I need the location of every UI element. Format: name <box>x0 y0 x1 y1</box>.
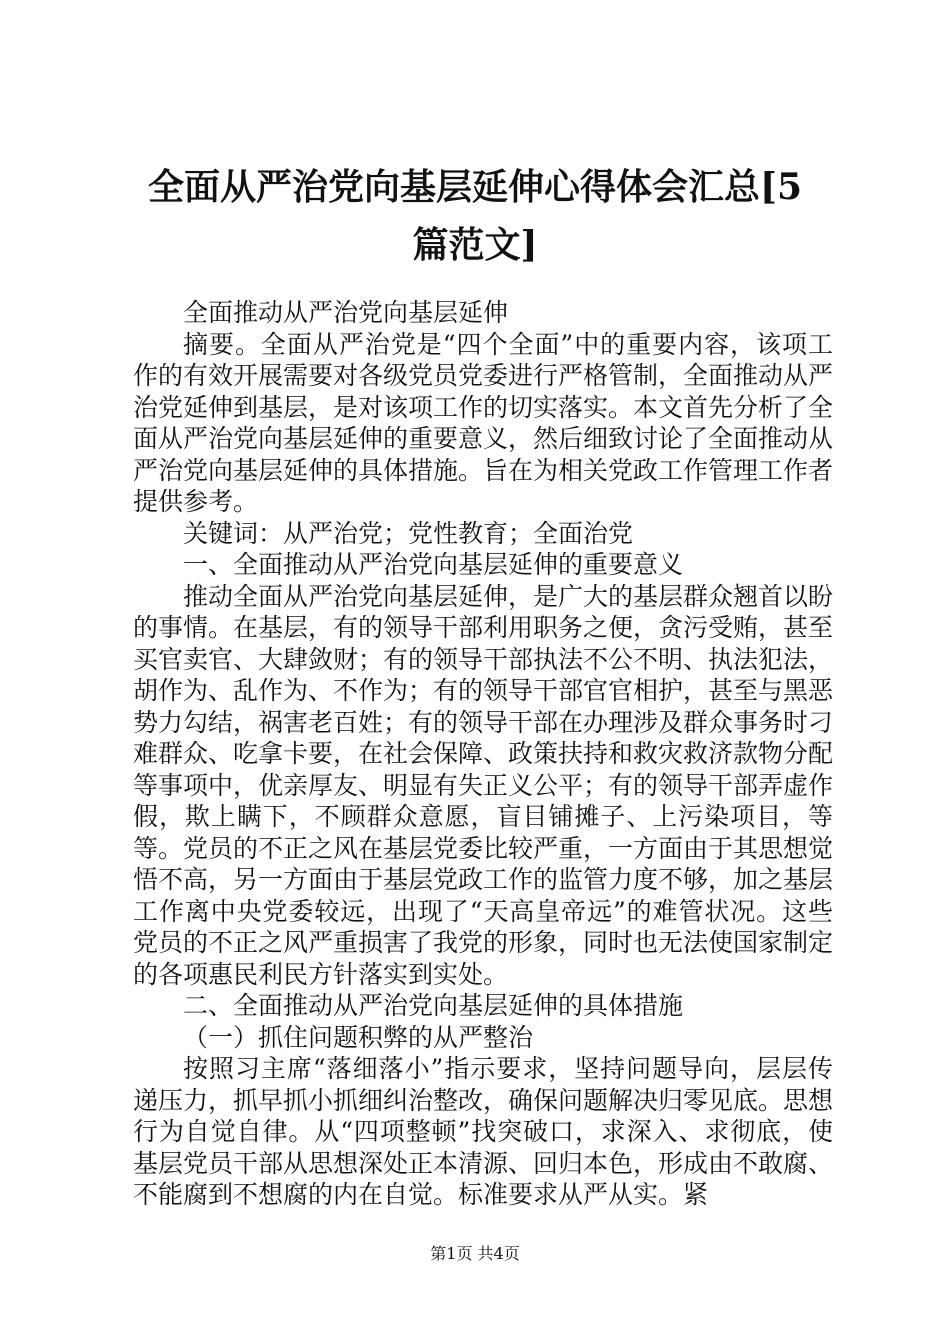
subsection-heading: （一）抓住问题积弊的从严整治 <box>183 1022 534 1052</box>
page-footer: 第1页 共4页 <box>430 1244 520 1263</box>
document-body <box>133 297 833 1211</box>
body-paragraph: 按照习主席“落细落小”指示要求，坚持问题导向，层层传递压力，抓早抓小抓细纠治整改，确保问题解决归零见底。思想行为自觉自律。从“四项整顿”找突破口，求深入、求彻底，使基层党员干部从思想深处正本清源、回归本色，形成由不敢腐、不能腐到不想腐的内在自觉。标准要求从严从实。紧 <box>133 1054 834 1209</box>
section-heading: 全面推动从严治党向基层延伸 <box>183 298 509 327</box>
body-paragraph: 推动全面从严治党向基层延伸，是广大的基层群众翘首以盼的事情。在基层，有的领导干部利用职务之便，贪污受贿，甚至买官卖官、大肆敛财；有的领导干部执法不公不明、执法犯法，胡作为、乱作为、不作为；有的领导干部官官相护，甚至与黑恶势力勾结，祸害老百姓；有的领导干部在办理涉及群众事务时刁难群众、吃拿卡要，在社会保障、政策扶持和救灾救济款物分配等事项中，优亲厚友、明显有失正义公平；有的领导干部弄虚作假，欺上瞒下，不顾群众意愿，盲目铺摊子、上污染项目，等等。党员的不正之风在基层党委比较严重，一方面由于其思想觉悟不高，另一方面由于基层党政工作的监管力度不够，加之基层工作离中央党委较远，出现了“天高皇帝远”的难管状况。这些党员的不正之风严重损害了我党的形象，同时也无法使国家制定的各项惠民利民方针落实到实处。 <box>133 581 834 989</box>
keywords-line: 关键词：从严治党；党性教育；全面治党 <box>183 518 634 548</box>
section-heading: 一、全面推动从严治党向基层延伸的重要意义 <box>183 550 684 579</box>
section-heading: 二、全面推动从严治党向基层延伸的具体措施 <box>183 991 684 1020</box>
document-title: 全面从严治党向基层延伸心得体会汇总[5篇范文] <box>147 166 803 266</box>
abstract-paragraph: 摘要。全面从严治党是“四个全面”中的重要内容，该项工作的有效开展需要对各级党员党委进行严格管制，全面推动从严治党延伸到基层，是对该项工作的切实落实。本文首先分析了全面从严治党向基层延伸的重要意义，然后细致讨论了全面推动从严治党向基层延伸的具体措施。旨在为相关党政工作管理工作者提供参考。 <box>133 329 834 516</box>
